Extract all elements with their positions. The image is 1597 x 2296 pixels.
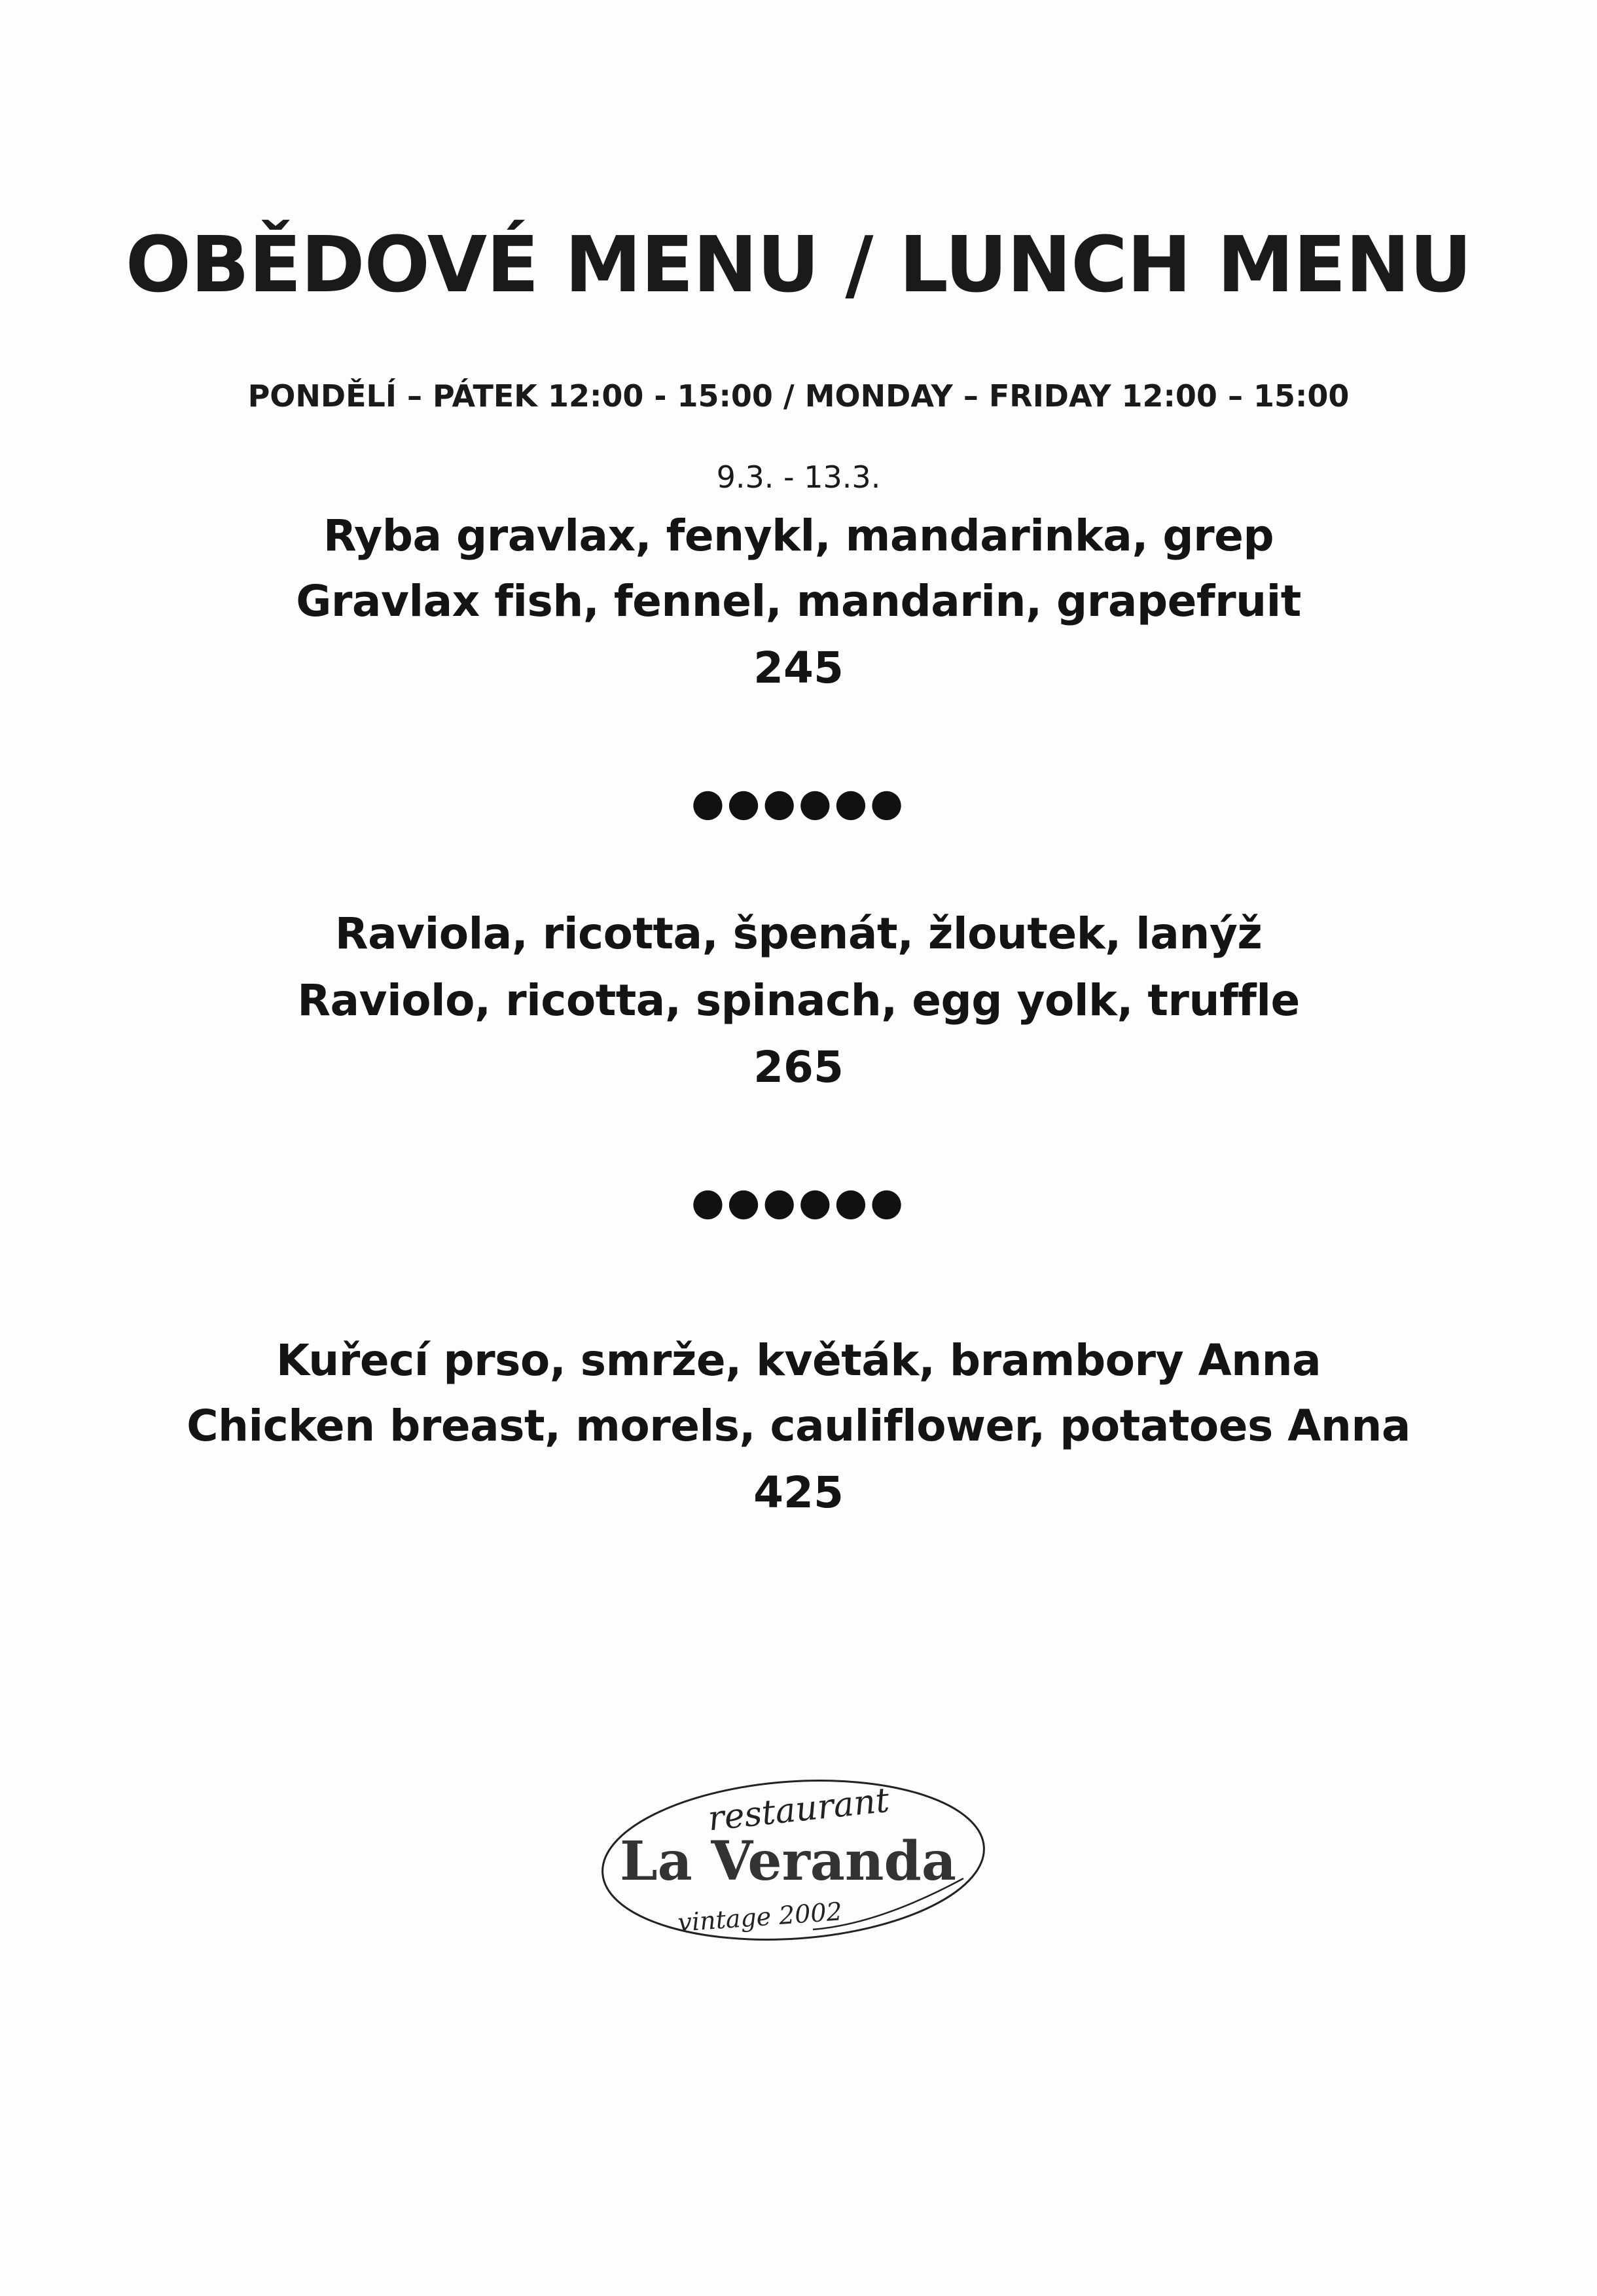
separator-2: ●●●●●●	[691, 1179, 906, 1224]
dish-2-price: 265	[753, 1042, 844, 1092]
dish-2-english: Raviolo, ricotta, spinach, egg yolk, truffle	[297, 975, 1300, 1026]
dish-1-english: Gravlax fish, fennel, mandarin, grapefruit	[296, 576, 1301, 626]
menu-dates: 9.3. - 13.3.	[716, 459, 881, 495]
dish-1-price: 245	[753, 643, 844, 693]
restaurant-logo	[597, 1761, 990, 1950]
menu-title: OBĚDOVÉ MENU / LUNCH MENU	[125, 219, 1472, 310]
logo-name-text: La Veranda	[619, 1830, 957, 1893]
separator-1: ●●●●●●	[691, 780, 906, 825]
logo-vintage-text: vintage 2002	[677, 1897, 844, 1937]
logo-restaurant-text: restaurant	[706, 1780, 891, 1839]
dish-1-czech: Ryba gravlax, fenykl, mandarinka, grep	[323, 511, 1274, 561]
dish-2-czech: Raviola, ricotta, špenát, žloutek, lanýž	[334, 908, 1263, 959]
opening-hours: PONDĚLÍ – PÁTEK 12:00 - 15:00 / MONDAY – FRIDAY 12:00 – 15:00	[247, 378, 1350, 414]
dish-3-price: 425	[753, 1467, 844, 1518]
dish-3-english: Chicken breast, morels, cauliflower, potatoes Anna	[187, 1401, 1410, 1451]
dish-3-czech: Kuřecí prso, smrže, květák, brambory Anna	[276, 1335, 1321, 1386]
